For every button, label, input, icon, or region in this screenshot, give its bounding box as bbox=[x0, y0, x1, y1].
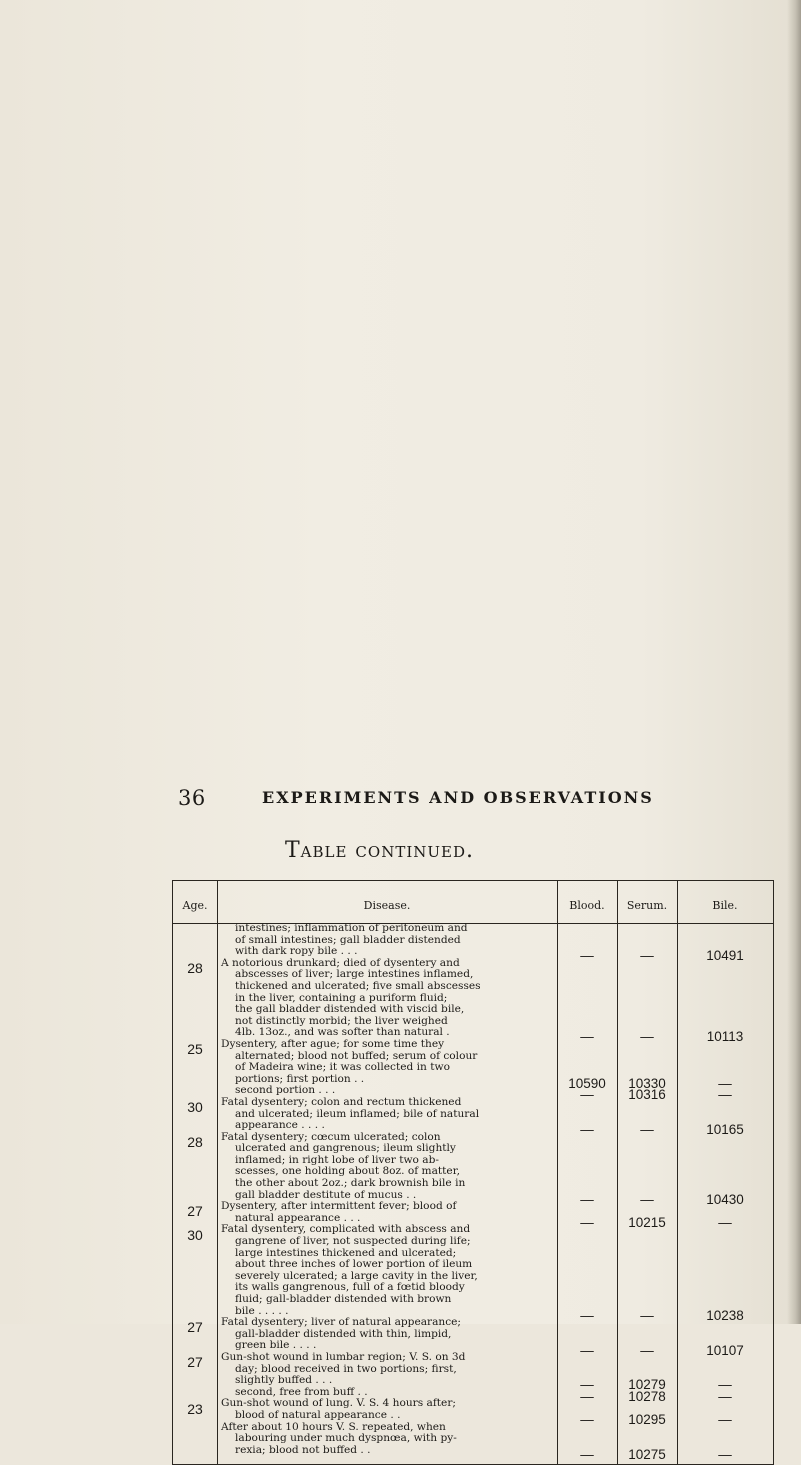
blood-value: — bbox=[580, 948, 594, 964]
blood-value: — bbox=[580, 1122, 594, 1138]
disease-line: blood of natural appearance . . bbox=[235, 1408, 401, 1421]
bile-value: — bbox=[718, 1447, 732, 1462]
header-serum: Serum. bbox=[626, 899, 668, 912]
disease-line: Dysentery, after ague; for some time they bbox=[221, 1037, 445, 1050]
disease-line: Fatal dysentery; colon and rectum thickened bbox=[221, 1095, 462, 1108]
blood-value: — bbox=[580, 1029, 594, 1045]
disease-line: and ulcerated; ileum inflamed; bile of natural bbox=[235, 1107, 480, 1120]
bile-value: — bbox=[718, 1087, 732, 1103]
bile-value: — bbox=[718, 1075, 732, 1091]
serum-value: 10330 bbox=[628, 1075, 666, 1091]
blood-value: 10590 bbox=[568, 1075, 606, 1091]
disease-line: A notorious drunkard; died of dysentery and bbox=[221, 956, 460, 969]
disease-line: scesses, one holding about 8oz. of matter, bbox=[235, 1165, 460, 1178]
disease-line: fluid; gall-bladder distended with brown bbox=[235, 1293, 452, 1305]
blood-value: — bbox=[580, 1412, 594, 1428]
bile-value: — bbox=[718, 1377, 732, 1393]
header-disease: Disease. bbox=[363, 899, 411, 912]
disease-line: not distinctly morbid; the liver weighed bbox=[235, 1014, 448, 1027]
blood-value: — bbox=[580, 1342, 594, 1358]
disease-line: gangrene of liver, not suspected during life; bbox=[235, 1235, 471, 1248]
serum-value: — bbox=[640, 1191, 654, 1207]
blood-value: — bbox=[580, 1377, 594, 1393]
disease-line: the other about 2oz.; dark brownish bile in bbox=[235, 1177, 466, 1190]
column-divider-age bbox=[217, 881, 218, 1464]
disease-line: Fatal dysentery; cœcum ulcerated; colon bbox=[221, 1130, 441, 1143]
disease-line: rexia; blood not buffed . . bbox=[235, 1443, 371, 1456]
age-value: 30 bbox=[187, 1226, 203, 1243]
page-edge-shadow bbox=[787, 0, 801, 1324]
serum-value: 10215 bbox=[628, 1215, 666, 1230]
serum-value: — bbox=[640, 948, 654, 964]
disease-line: Fatal dysentery, complicated with abscess and bbox=[221, 1223, 471, 1236]
disease-line: slightly buffed . . . bbox=[235, 1374, 333, 1387]
serum-value: — bbox=[640, 1307, 654, 1323]
disease-line: Dysentery, after intermittent fever; blood of bbox=[221, 1200, 457, 1213]
serum-value: 10295 bbox=[628, 1412, 666, 1428]
serum-value: — bbox=[640, 1122, 654, 1138]
disease-line: After about 10 hours V. S. repeated, when bbox=[221, 1420, 446, 1433]
age-value: 30 bbox=[187, 1099, 203, 1115]
age-value: 27 bbox=[187, 1354, 203, 1371]
bile-value: — bbox=[718, 1412, 732, 1428]
disease-line: of small intestines; gall bladder distended bbox=[235, 933, 461, 946]
bile-value: 10491 bbox=[706, 948, 744, 964]
disease-line: gall-bladder distended with thin, limpid, bbox=[235, 1327, 452, 1340]
serum-value: 10278 bbox=[628, 1389, 666, 1404]
disease-line: of Madeira wine; it was collected in two bbox=[235, 1061, 450, 1074]
disease-line: natural appearance . . . bbox=[235, 1211, 361, 1224]
disease-line: in the liver, containing a puriform fluid; bbox=[235, 991, 448, 1004]
data-table bbox=[172, 880, 774, 1465]
disease-line: Fatal dysentery; liver of natural appearance; bbox=[221, 1316, 462, 1329]
age-value: 25 bbox=[187, 1041, 203, 1057]
disease-line: day; blood received in two portions; first, bbox=[235, 1362, 457, 1375]
page-number: 36 bbox=[178, 786, 206, 810]
bile-value: — bbox=[718, 1389, 732, 1404]
disease-line: about three inches of lower portion of ileum bbox=[235, 1258, 473, 1271]
blood-value: — bbox=[580, 1447, 594, 1462]
disease-line: inflamed; in right lobe of liver two ab- bbox=[235, 1153, 439, 1166]
age-value: 23 bbox=[187, 1400, 203, 1417]
blood-value: — bbox=[580, 1215, 594, 1230]
bile-value: 10165 bbox=[706, 1122, 744, 1138]
disease-line: labouring under much dyspnœa, with py- bbox=[235, 1432, 457, 1445]
bile-value: 10113 bbox=[706, 1029, 744, 1045]
disease-line: portions; first portion . . bbox=[235, 1072, 365, 1085]
disease-line: thickened and ulcerated; five small abscesses bbox=[235, 979, 481, 992]
blood-value: — bbox=[580, 1191, 594, 1207]
disease-line: 4lb. 13oz., and was softer than natural . bbox=[235, 1026, 450, 1039]
disease-line: appearance . . . . bbox=[235, 1119, 325, 1132]
running-head: EXPERIMENTS AND OBSERVATIONS bbox=[262, 788, 654, 807]
disease-line: abscesses of liver; large intestines inflamed, bbox=[235, 968, 474, 981]
bile-value: 10238 bbox=[706, 1307, 744, 1323]
disease-line: green bile . . . . bbox=[235, 1339, 317, 1352]
disease-line: its walls gangrenous, full of a fœtid bloody bbox=[235, 1281, 465, 1294]
disease-line: large intestines thickened and ulcerated; bbox=[235, 1246, 457, 1259]
bile-value: 10107 bbox=[706, 1342, 744, 1358]
disease-line: second portion . . . bbox=[235, 1084, 336, 1097]
disease-line: gall bladder destitute of mucus . . bbox=[235, 1188, 417, 1201]
bile-value: 10430 bbox=[706, 1191, 744, 1207]
age-value: 27 bbox=[187, 1319, 203, 1336]
blood-value: — bbox=[580, 1087, 594, 1103]
blood-value: — bbox=[580, 1389, 594, 1404]
header-age: Age. bbox=[182, 899, 208, 912]
blood-value: — bbox=[580, 1307, 594, 1323]
serum-value: — bbox=[640, 1342, 654, 1358]
disease-descriptions bbox=[221, 923, 555, 1456]
serum-value: 10316 bbox=[628, 1087, 666, 1103]
age-value: 28 bbox=[187, 959, 203, 976]
disease-line: alternated; blood not buffed; serum of colour bbox=[235, 1049, 478, 1062]
disease-line: ulcerated and gangrenous; ileum slightly bbox=[235, 1142, 456, 1155]
serum-value: 10279 bbox=[628, 1377, 666, 1393]
disease-line: severely ulcerated; a large cavity in the liver, bbox=[235, 1269, 478, 1282]
disease-line: Gun-shot wound of lung. V. S. 4 hours after; bbox=[221, 1397, 456, 1410]
serum-value: 10275 bbox=[628, 1447, 666, 1462]
disease-line: intestines; inflammation of peritoneum and bbox=[235, 922, 468, 934]
serum-value: — bbox=[640, 1029, 654, 1045]
header-bile: Bile. bbox=[712, 899, 738, 912]
header-blood: Blood. bbox=[569, 899, 605, 912]
disease-line: the gall bladder distended with viscid bile, bbox=[235, 1003, 465, 1016]
table-title: Table continued. bbox=[285, 838, 474, 863]
bile-value: — bbox=[718, 1215, 732, 1230]
age-value: 28 bbox=[187, 1133, 203, 1150]
disease-line: with dark ropy bile . . . bbox=[235, 945, 358, 958]
disease-line: second, free from buff . . bbox=[235, 1385, 368, 1398]
disease-line: Gun-shot wound in lumbar region; V. S. on 3d bbox=[221, 1350, 466, 1363]
age-value: 27 bbox=[187, 1203, 203, 1220]
disease-line: bile . . . . . bbox=[235, 1304, 289, 1317]
